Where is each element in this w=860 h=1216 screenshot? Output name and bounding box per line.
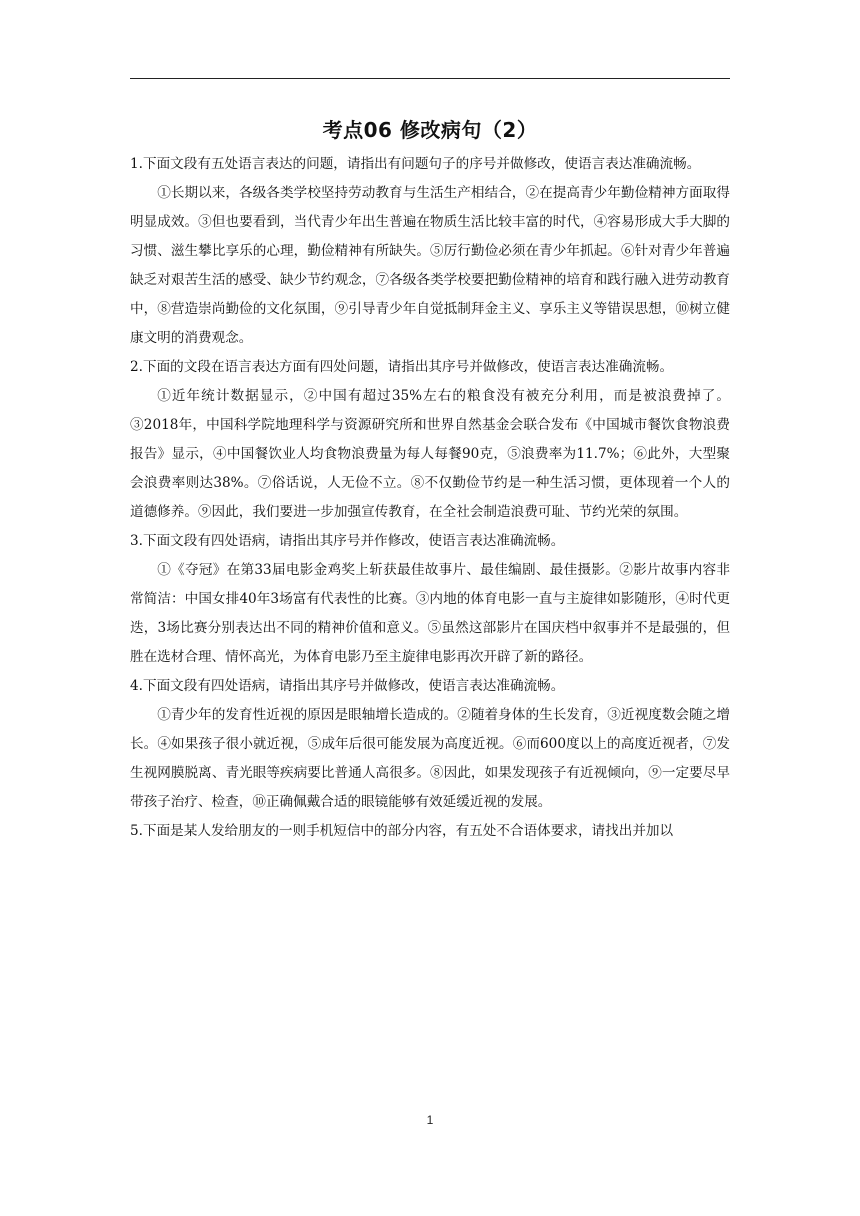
question-3-passage: ①《夺冠》在第33届电影金鸡奖上斩获最佳故事片、最佳编剧、最佳摄影。②影片故事内容非常简洁：中国女排40年3场富有代表性的比赛。③内地的体育电影一直与主旋律如影随形，④时代更迭，3场比赛分别表达出不同的精神价值和意义。⑤虽然这部影片在国庆档中叙事并不是最强的，但胜在选材合理、情怀高光，为体育电影乃至主旋律电影再次开辟了新的路径。 xyxy=(130,562,730,665)
page-number: 1 xyxy=(426,1113,434,1127)
question-5-prompt: 5.下面是某人发给朋友的一则手机短信中的部分内容，有五处不合语体要求，请找出并加以 xyxy=(130,823,674,839)
question-1-passage: ①长期以来，各级各类学校坚持劳动教育与生活生产相结合，②在提高青少年勤俭精神方面取得明显成效。③但也要看到，当代青少年出生普遍在物质生活比较丰富的时代，④容易形成大手大脚的习惯、滋生攀比享乐的心理，勤俭精神有所缺失。⑤厉行勤俭必须在青少年抓起。⑥针对青少年普遍缺乏对艰苦生活的感受、缺少节约观念，⑦各级各类学校要把勤俭精神的培育和践行融入进劳动教育中，⑧营造崇尚勤俭的文化氛围，⑨引导青少年自觉抵制拜金主义、享乐主义等错误思想，⑩树立健康文明的消费观念。 xyxy=(130,185,730,346)
question-4-prompt: 4.下面文段有四处语病，请指出其序号并做修改，使语言表达准确流畅。 xyxy=(130,678,565,694)
page-title: 考点06 修改病句（2） xyxy=(322,118,538,142)
question-4-passage: ①青少年的发育性近视的原因是眼轴增长造成的。②随着身体的生长发育，③近视度数会随之增长。④如果孩子很小就近视，⑤成年后很可能发展为高度近视。⑥而600度以上的高度近视者，⑦发生视网膜脱离、青光眼等疾病要比普通人高很多。⑧因此，如果发现孩子有近视倾向，⑨一定要尽早带孩子治疗、检查，⑩正确佩戴合适的眼镜能够有效延缓近视的发展。 xyxy=(130,707,730,810)
question-2-prompt: 2.下面的文段在语言表达方面有四处问题，请指出其序号并做修改，使语言表达准确流畅。 xyxy=(130,359,674,375)
question-1-prompt: 1.下面文段有五处语言表达的问题，请指出有问题句子的序号并做修改，使语言表达准确流畅。 xyxy=(130,156,701,172)
document-body xyxy=(130,150,730,846)
question-3-prompt: 3.下面文段有四处语病，请指出其序号并作修改，使语言表达准确流畅。 xyxy=(130,533,565,549)
question-2-passage: ①近年统计数据显示，②中国有超过35%左右的粮食没有被充分利用，而是被浪费掉了。③2018年，中国科学院地理科学与资源研究所和世界自然基金会联合发布《中国城市餐饮食物浪费报告》显示，④中国餐饮业人均食物浪费量为每人每餐90克，⑤浪费率为11.7%；⑥此外，大型聚会浪费率则达38%。⑦俗话说，人无俭不立。⑧不仅勤俭节约是一种生活习惯，更体现着一个人的道德修养。⑨因此，我们要进一步加强宣传教育，在全社会制造浪费可耻、节约光荣的氛围。 xyxy=(130,388,730,520)
header-rule xyxy=(130,78,730,79)
